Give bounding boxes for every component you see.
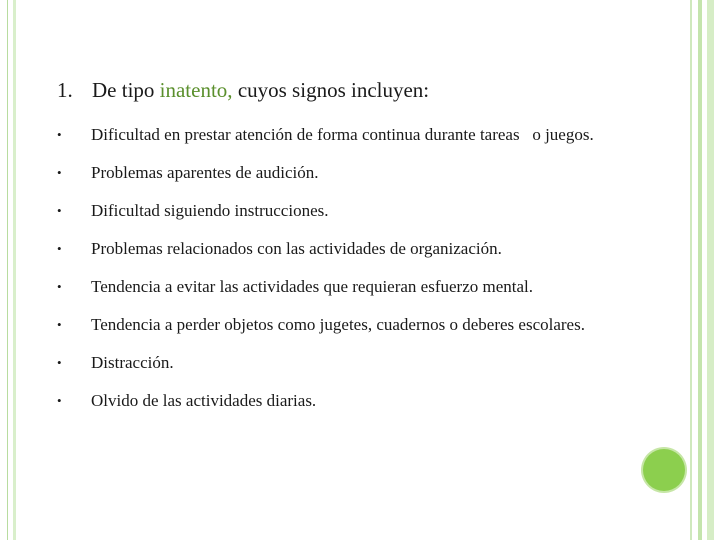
heading-number: 1. [57, 78, 73, 102]
right-border-stripe [690, 0, 692, 540]
bullet-item [57, 268, 594, 306]
bullet-text: Problemas aparentes de audición. [91, 163, 319, 182]
bullet-icon: • [57, 355, 62, 370]
bullet-text: Distracción. [91, 353, 174, 372]
slide-heading [57, 78, 429, 103]
bullet-item [57, 154, 594, 192]
bullet-item [57, 192, 594, 230]
bullet-icon: • [57, 279, 62, 294]
bullet-icon: • [57, 127, 62, 142]
heading-accent: inatento, [159, 78, 233, 102]
heading-suffix: cuyos signos incluyen: [232, 78, 430, 102]
bullet-icon: • [57, 317, 62, 332]
bullet-text: Dificultad siguiendo instrucciones. [91, 201, 329, 220]
right-border-stripe [707, 0, 714, 540]
bullet-icon: • [57, 241, 62, 256]
bullet-icon: • [57, 393, 62, 408]
bullet-text: Dificultad en prestar atención de forma continua durante tareas o juegos. [91, 125, 594, 144]
bullet-item [57, 344, 594, 382]
bullet-text: Tendencia a evitar las actividades que requieran esfuerzo mental. [91, 277, 534, 296]
bullet-icon: • [57, 165, 62, 180]
bullet-item [57, 382, 594, 420]
bullet-text: Problemas relacionados con las actividades de organización. [91, 239, 502, 258]
bullet-item [57, 230, 594, 268]
decorative-circle-icon [643, 449, 685, 491]
bullet-item [57, 306, 594, 344]
bullet-list [57, 116, 594, 420]
left-border-line [7, 0, 8, 540]
heading-prefix: De tipo [92, 78, 160, 102]
left-border-stripe [13, 0, 16, 540]
bullet-item [57, 116, 594, 154]
bullet-text: Tendencia a perder objetos como jugetes, cuadernos o deberes escolares. [91, 315, 585, 334]
bullet-icon: • [57, 203, 62, 218]
bullet-text: Olvido de las actividades diarias. [91, 391, 317, 410]
right-border-stripe [698, 0, 702, 540]
